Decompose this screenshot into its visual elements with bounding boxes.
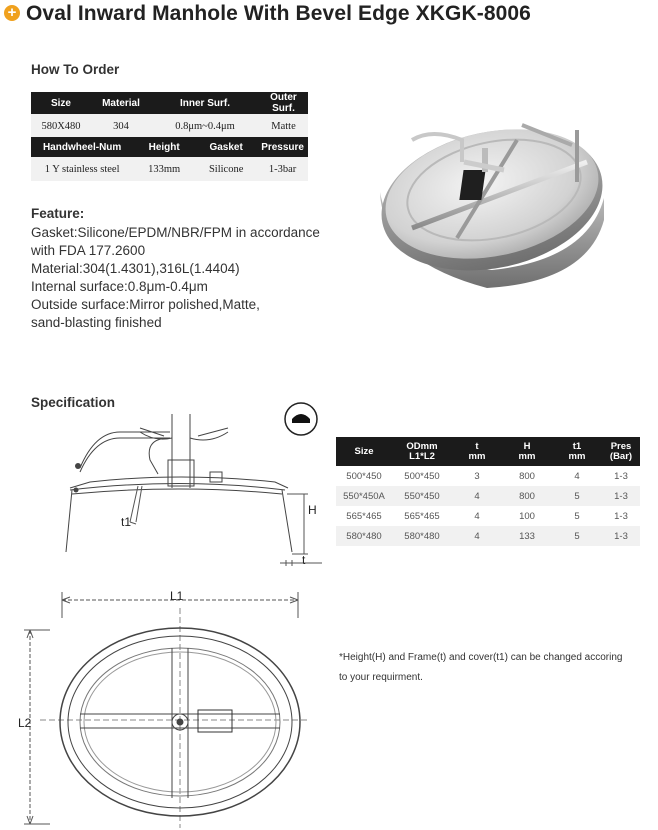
- feature-line: Material:304(1.4301),316L(1.4404): [31, 261, 240, 276]
- spec-header-od: ODmm L1*L2: [392, 437, 452, 466]
- order-table-1-header: Inner Surf.: [151, 92, 259, 114]
- spec-cell: 580*480: [336, 526, 392, 546]
- spec-cell: 550*450: [392, 486, 452, 506]
- spec-cell: 800: [519, 470, 535, 482]
- spec-cell: 5: [574, 510, 580, 522]
- order-table-2-header: Pressure: [257, 137, 308, 157]
- spec-header-t1: t1 mm: [552, 437, 602, 466]
- spec-header-t: t mm: [452, 437, 502, 466]
- feature-line: Outside surface:Mirror polished,Matte,: [31, 297, 260, 312]
- manhole-product-image: [372, 110, 622, 310]
- spec-cell: 1-3: [602, 486, 640, 506]
- order-table-2-header: Gasket: [195, 137, 257, 157]
- order-table-1-cell: 580X480: [31, 114, 91, 138]
- plus-circle-icon: +: [4, 5, 20, 21]
- order-table-2-cell: 1-3bar: [257, 157, 308, 181]
- order-table-2-header: Height: [133, 137, 195, 157]
- spec-cell: 1-3: [614, 510, 628, 522]
- order-table-1-header: Material: [91, 92, 151, 114]
- spec-cell: 580*480: [392, 526, 452, 546]
- spec-cell: 4: [452, 526, 502, 546]
- spec-cell: 500*450: [404, 470, 440, 482]
- spec-note: [339, 648, 639, 688]
- spec-cell: 800: [502, 486, 552, 506]
- label-t1: t1: [121, 515, 132, 529]
- order-table-1-cell: 0.8μm~0.4μm: [151, 114, 259, 138]
- spec-header-h: H mm: [502, 437, 552, 466]
- page-title: Oval Inward Manhole With Bevel Edge XKGK-8006: [26, 2, 531, 25]
- spec-cell: 133: [502, 526, 552, 546]
- spec-note-line: to your requirment.: [339, 672, 423, 683]
- order-table-1-header: Outer Surf.: [259, 92, 308, 114]
- feature-line: with FDA 177.2600: [31, 243, 146, 258]
- spec-cell: 565*465: [404, 510, 440, 522]
- order-table-2-cell: 1 Y stainless steel: [31, 157, 133, 181]
- spec-cell: 5: [552, 526, 602, 546]
- spec-note-line: *Height(H) and Frame(t) and cover(t1) can be changed accoring: [339, 652, 623, 663]
- order-table-1: [31, 92, 308, 138]
- order-table-2-header: Handwheel-Num: [31, 137, 133, 157]
- order-table-2-cell: Silicone: [195, 157, 257, 181]
- table-row: [336, 486, 640, 506]
- spec-cell: 5: [552, 486, 602, 506]
- label-H: H: [308, 503, 317, 517]
- label-t: t: [302, 553, 306, 567]
- spec-cell: 500*450: [346, 470, 382, 482]
- spec-header-pres: Pres (Bar): [602, 437, 640, 466]
- spec-cell: 4: [474, 510, 480, 522]
- spec-cell: 4: [452, 486, 502, 506]
- table-row: [31, 157, 308, 181]
- table-row: [336, 526, 640, 546]
- feature-heading: Feature:: [31, 206, 85, 221]
- spec-header-size: Size: [336, 437, 392, 466]
- spec-cell: 565*465: [346, 510, 382, 522]
- spec-cell: 4: [574, 470, 580, 482]
- order-table-2-cell: 133mm: [133, 157, 195, 181]
- label-L2: L2: [18, 716, 32, 730]
- specification-heading: Specification: [31, 395, 116, 410]
- feature-line: Gasket:Silicone/EPDM/NBR/FPM in accordance: [31, 225, 320, 240]
- table-row: [336, 506, 640, 526]
- gasket-detail-icon: [283, 401, 319, 437]
- order-table-1-cell: 304: [91, 114, 151, 138]
- label-L1: L1: [170, 589, 184, 603]
- spec-cell: 3: [474, 470, 480, 482]
- order-table-2: [31, 137, 308, 181]
- spec-cell: 100: [519, 510, 535, 522]
- order-table-1-cell: Matte: [259, 114, 308, 138]
- how-to-order-heading: How To Order: [31, 62, 120, 77]
- table-row: [31, 114, 308, 138]
- spec-cell: 1-3: [614, 470, 628, 482]
- spec-cell: 550*450A: [336, 486, 392, 506]
- feature-line: sand-blasting finished: [31, 315, 162, 330]
- top-view-drawing: [20, 588, 310, 830]
- feature-block: [31, 205, 331, 332]
- spec-table: [336, 437, 640, 546]
- spec-cell: 1-3: [602, 526, 640, 546]
- table-row: [336, 466, 640, 486]
- order-table-1-header: Size: [31, 92, 91, 114]
- feature-line: Internal surface:0.8μm-0.4μm: [31, 279, 208, 294]
